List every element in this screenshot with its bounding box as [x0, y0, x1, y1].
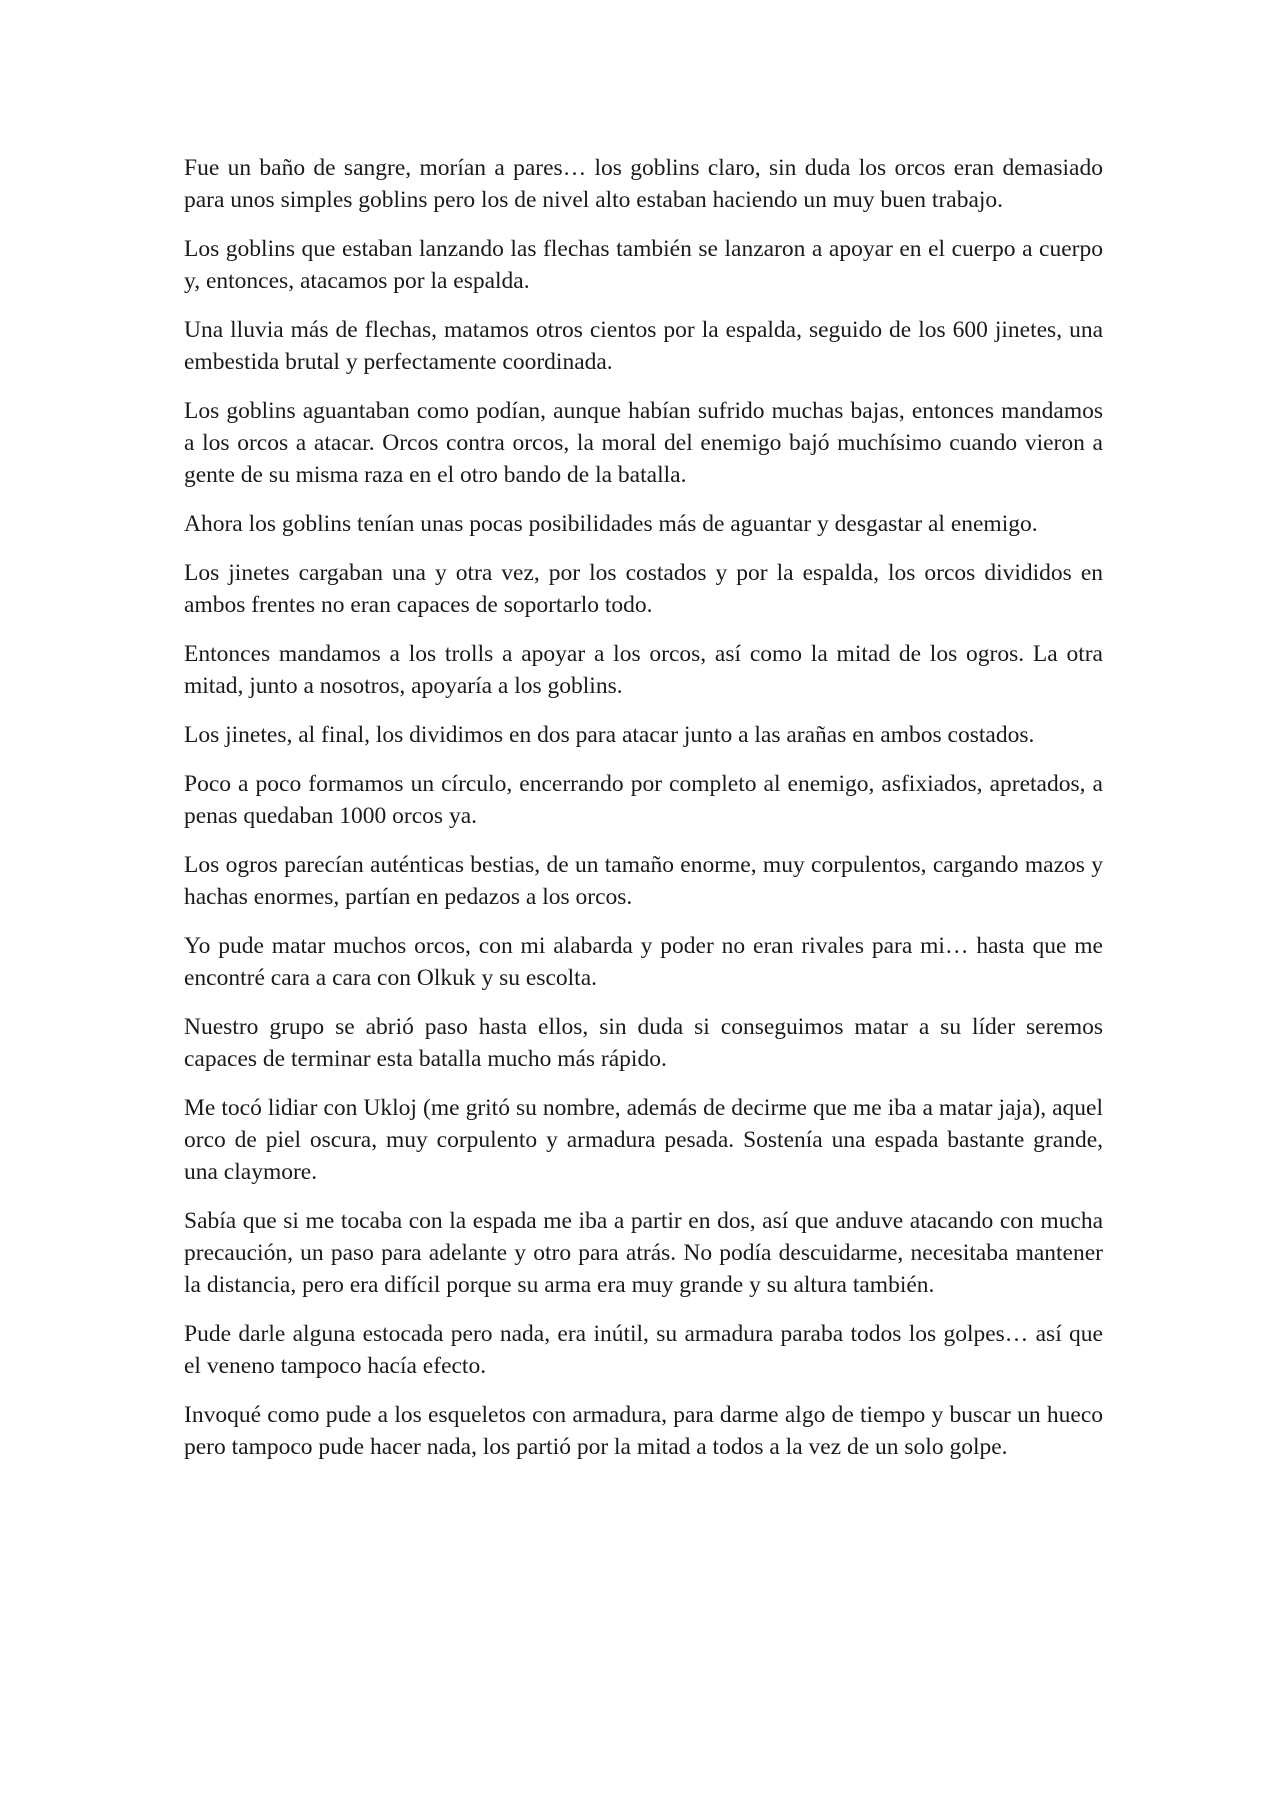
paragraph: Los goblins aguantaban como podían, aunque habían sufrido muchas bajas, entonces mandamos a los orcos a atacar. Orcos contra orcos, la moral del enemigo bajó muchísimo cuando vieron a gente de su misma raza en el otro bando de la batalla. — [184, 398, 1103, 488]
paragraph: Yo pude matar muchos orcos, con mi alabarda y poder no eran rivales para mi… hasta que me encontré cara a cara con Olkuk y su escolta. — [184, 933, 1103, 991]
paragraph: Me tocó lidiar con Ukloj (me gritó su nombre, además de decirme que me iba a matar jaja), aquel orco de piel oscura, muy corpulento y armadura pesada. Sostenía una espada bastante grande, una claymore. — [184, 1095, 1103, 1185]
paragraph: Poco a poco formamos un círculo, encerrando por completo al enemigo, asfixiados, apretados, a penas quedaban 1000 orcos ya. — [184, 771, 1103, 829]
paragraph: Nuestro grupo se abrió paso hasta ellos, sin duda si conseguimos matar a su líder seremos capaces de terminar esta batalla mucho más rápido. — [184, 1014, 1103, 1072]
paragraph: Ahora los goblins tenían unas pocas posibilidades más de aguantar y desgastar al enemigo. — [184, 511, 1038, 537]
document-body — [184, 152, 1103, 1480]
paragraph: Entonces mandamos a los trolls a apoyar a los orcos, así como la mitad de los ogros. La otra mitad, junto a nosotros, apoyaría a los goblins. — [184, 641, 1103, 699]
paragraph: Sabía que si me tocaba con la espada me iba a partir en dos, así que anduve atacando con mucha precaución, un paso para adelante y otro para atrás. No podía descuidarme, necesitaba mantener la distancia, pero era difícil porque su arma era muy grande y su altura también. — [184, 1208, 1103, 1298]
paragraph: Los goblins que estaban lanzando las flechas también se lanzaron a apoyar en el cuerpo a cuerpo y, entonces, atacamos por la espalda. — [184, 236, 1103, 294]
paragraph: Los jinetes cargaban una y otra vez, por los costados y por la espalda, los orcos divididos en ambos frentes no eran capaces de soportarlo todo. — [184, 560, 1103, 618]
paragraph: Invoqué como pude a los esqueletos con armadura, para darme algo de tiempo y buscar un hueco pero tampoco pude hacer nada, los partió por la mitad a todos a la vez de un solo golpe. — [184, 1402, 1103, 1460]
paragraph: Una lluvia más de flechas, matamos otros cientos por la espalda, seguido de los 600 jinetes, una embestida brutal y perfectamente coordinada. — [184, 317, 1103, 375]
paragraph: Los ogros parecían auténticas bestias, de un tamaño enorme, muy corpulentos, cargando mazos y hachas enormes, partían en pedazos a los orcos. — [184, 852, 1103, 910]
paragraph: Los jinetes, al final, los dividimos en dos para atacar junto a las arañas en ambos costados. — [184, 722, 1035, 748]
paragraph: Pude darle alguna estocada pero nada, era inútil, su armadura paraba todos los golpes… así que el veneno tampoco hacía efecto. — [184, 1321, 1103, 1379]
paragraph: Fue un baño de sangre, morían a pares… los goblins claro, sin duda los orcos eran demasiado para unos simples goblins pero los de nivel alto estaban haciendo un muy buen trabajo. — [184, 155, 1103, 213]
